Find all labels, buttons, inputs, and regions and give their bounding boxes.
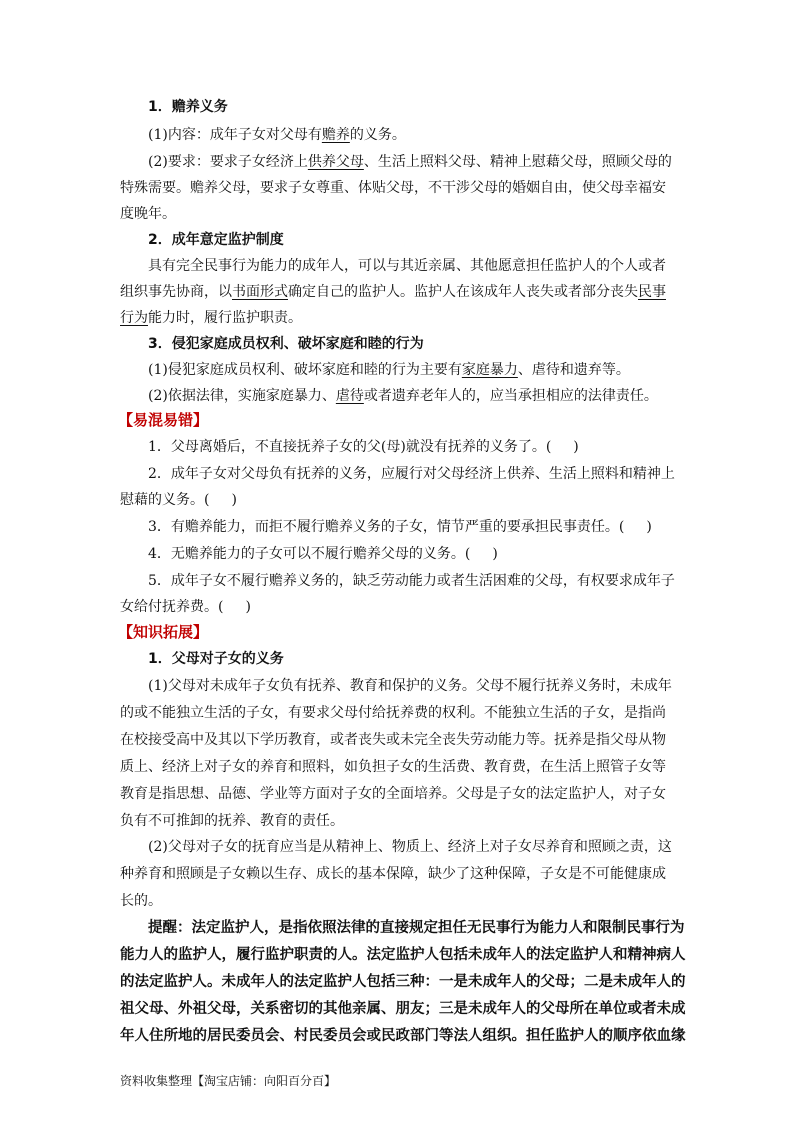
paragraph-line: 度晚年。 <box>120 206 176 222</box>
paragraph-line: 行为能力时，履行监护职责。 <box>120 310 302 326</box>
blank-answer: 书面形式 <box>232 284 288 300</box>
judgement-question: 2．成年子女对父母负有抚养的义务，应履行对父母经济上供养、生活上照料和精神上 <box>148 466 675 482</box>
page-footer: 资料收集整理【淘宝店铺：向阳百分百】 <box>120 1074 337 1088</box>
paragraph-line: 质上、经济上对子女的养育和照料，如负担子女的生活费、教育费，在生活上照管子女等 <box>120 759 666 775</box>
blank-answer: 赡养 <box>321 127 350 143</box>
paragraph-line: 种养育和照顾是子女赖以生存、成长的基本保障，缺少了这种保障，子女是不可能健康成 <box>120 866 666 882</box>
paragraph-line: (2)要求：要求子女经济上供养父母、生活上照料父母、精神上慰藉父母，照顾父母的 <box>148 154 672 170</box>
tip-line: 的法定监护人。未成年人的法定监护人包括三种：一是未成年人的父母；二是未成年人的 <box>120 974 686 990</box>
tip-line: 提醒：法定监护人，是指依照法律的直接规定担任无民事行为能力人和限制民事行为 <box>148 920 685 936</box>
paragraph-line: (2)父母对子女的抚育应当是从精神上、物质上、经济上对子女尽养育和照顾之责，这 <box>148 839 672 855</box>
judgement-question: 4．无赡养能力的子女可以不履行赡养父母的义务。( ) <box>148 546 498 562</box>
section-title-guardianship: 2．成年意定监护制度 <box>148 232 284 248</box>
tip-line: 能力人的监护人，履行监护职责的人。法定监护人包括未成年人的法定监护人和精神病人 <box>120 947 686 963</box>
judgement-question: 3．有赡养能力，而拒不履行赡养义务的子女，情节严重的要承担民事责任。( ) <box>148 519 652 535</box>
paragraph-line: 负有不可推卸的抚养、教育的责任。 <box>120 813 344 829</box>
blank-answer: 供养父母 <box>307 154 364 170</box>
heading-common-mistakes: 【易混易错】 <box>118 411 209 429</box>
blank-answer: 行为 <box>120 310 148 326</box>
blank-answer: 虐待 <box>335 388 364 404</box>
section-title-family-harm: 3．侵犯家庭成员权利、破坏家庭和睦的行为 <box>148 336 424 352</box>
paragraph-line: 的或不能独立生活的子女，有要求父母付给抚养费的权利。不能独立生活的子女，是指尚 <box>120 705 666 721</box>
blank-answer: 家庭暴力 <box>461 362 518 378</box>
paragraph-line: (1)父母对未成年子女负有抚养、教育和保护的义务。父母不履行抚养义务时，未成年 <box>148 678 672 694</box>
paragraph-line: 教育是指思想、品德、学业等方面对子女的全面培养。父母是子女的法定监护人，对子女 <box>120 786 666 802</box>
paragraph-line: (2)依据法律，实施家庭暴力、虐待或者遗弃老年人的，应当承担相应的法律责任。 <box>148 388 658 404</box>
paragraph-line: 在校接受高中及其以下学历教育，或者丧失或未完全丧失劳动能力等。抚养是指父母从物 <box>120 732 666 748</box>
paragraph-line: (1)侵犯家庭成员权利、破坏家庭和睦的行为主要有家庭暴力、虐待和遗弃等。 <box>148 362 630 378</box>
blank-answer: 民事 <box>638 284 666 300</box>
judgement-question: 5．成年子女不履行赡养义务的，缺乏劳动能力或者生活困难的父母，有权要求成年子 <box>148 573 675 589</box>
tip-line: 祖父母、外祖父母，关系密切的其他亲属、朋友；三是未成年人的父母所在单位或者未成 <box>120 1001 686 1017</box>
tip-line: 年人住所地的居民委员会、村民委员会或民政部门等法人组织。担任监护人的顺序依血缘 <box>120 1028 686 1044</box>
paragraph-line: (1)内容：成年子女对父母有赡养的义务。 <box>148 127 406 143</box>
section-title-support-duty: 1．赡养义务 <box>148 99 228 115</box>
judgement-question-cont: 慰藉的义务。( ) <box>120 492 237 508</box>
paragraph-line: 特殊需要。赡养父母，要求子女尊重、体贴父母，不干涉父母的婚姻自由，使父母幸福安 <box>120 180 666 196</box>
section-title-parent-duty: 1．父母对子女的义务 <box>148 651 284 667</box>
paragraph-line: 具有完全民事行为能力的成年人，可以与其近亲属、其他愿意担任监护人的个人或者 <box>148 258 666 274</box>
paragraph-line: 组织事先协商，以书面形式确定自己的监护人。监护人在该成年人丧失或者部分丧失民事 <box>120 284 666 300</box>
heading-knowledge-expansion: 【知识拓展】 <box>118 623 209 641</box>
paragraph-line: 长的。 <box>120 893 162 909</box>
judgement-question-cont: 女给付抚养费。( ) <box>120 599 251 615</box>
judgement-question: 1．父母离婚后，不直接抚养子女的父(母)就没有抚养的义务了。( ) <box>148 439 579 455</box>
